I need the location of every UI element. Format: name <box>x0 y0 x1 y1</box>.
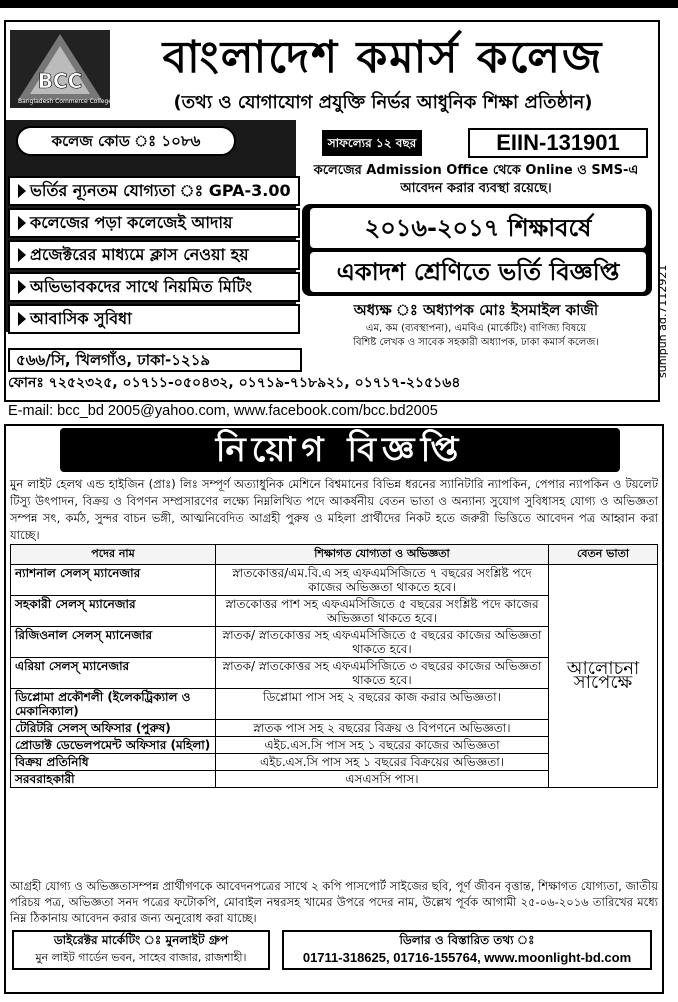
qualification-cell: এইচ.এস.সি পাস সহ ১ বছরের বিক্রয়ের অভিজ্ঞতা। <box>216 754 549 771</box>
principal-qualification: এম, কম (ব্যবস্থাপনা), এমবিএ (মার্কেটিং) বাণিজ্য বিষয়ে বিশিষ্ট লেখক ও সাবেক সহকারী অধ্যাপক, ঢাকা কমার্স কলেজ। <box>353 323 599 348</box>
qualification-cell: ডিপ্লোমা পাস সহ ২ বছরের কাজ করার অভিজ্ঞতা। <box>216 689 549 720</box>
qualification-cell: স্নাতকোত্তর পাশ সহ এফএমসিজিতে ৫ বছরের সংশ্লিষ্ট পদে কাজের অভিজ্ঞতা থাকতে হবে। <box>216 596 549 627</box>
arrow-icon <box>18 184 26 198</box>
arrow-icon <box>18 312 26 326</box>
header-position: পদের নাম <box>11 545 216 565</box>
position-cell: সহকারী সেলস্ ম্যানেজার <box>11 596 216 627</box>
college-code: কলেজ কোড ঃ ১০৮৬ <box>16 126 236 156</box>
feature-item: ভর্তির ন্যূনতম যোগ্যতা ঃ GPA-3.00 <box>8 176 300 206</box>
college-subtitle: (তথ্য ও যোগাযোগ প্রযুক্তি নির্ভর আধুনিক শিক্ষা প্রতিষ্ঠান) <box>173 92 593 113</box>
header-salary: বেতন ভাতা <box>549 545 658 565</box>
header-qualification: শিক্ষাগত যোগ্যতা ও অভিজ্ঞতা <box>216 545 549 565</box>
bcc-logo <box>10 30 110 108</box>
position-cell: এরিয়া সেলস্ ম্যানেজার <box>11 658 216 689</box>
table-row <box>11 565 658 596</box>
position-cell: রিজিওনাল সেলস্ ম্যানেজার <box>11 627 216 658</box>
admission-notice: কলেজের Admission Office থেকে Online ও SMS-এ আবেদন করার ব্যবস্থা রয়েছে। <box>313 163 639 196</box>
ad-code <box>652 240 672 380</box>
jobs-table <box>10 544 658 788</box>
director-title: ডাইরেক্টর মার্কেটিং ঃ মুনলাইট গ্রুপ <box>53 933 229 947</box>
qualification-cell: স্নাতক/ স্নাতকোত্তর সহ এফএমসিজিতে ৩ বছরের কাজের অভিজ্ঞতা থাকতে হবে। <box>216 658 549 689</box>
job-banner-title: নিয়োগ বিজ্ঞপ্তি <box>215 430 465 470</box>
eiin-number: EIIN-131901 <box>468 128 648 158</box>
feature-item: অভিভাবকদের সাথে নিয়মিত মিটিং <box>8 272 300 302</box>
qualification-cell: এসএসসি পাস। <box>216 771 549 788</box>
logo-text: BCC <box>37 69 83 93</box>
application-instructions: আগ্রহী যোগ্য ও অভিজ্ঞতাসম্পন্ন প্রার্থীগণকে আবেদনপত্রের সাথে ২ কপি পাসপোর্ট সাইজের ছবি, পূর্ণ জীবন বৃত্তান্ত, শিক্ষাগত যোগ্যতা, জাতীয় পরিচয় পত্র, অভিজ্ঞতা সনদ পত্রের ফটোকপি, মোবাইল নম্বরসহ খামের উপরে পদের নাম, উল্লেখ পূর্বক আগামী ২৫-০৬-২০১৬ তারিখের মধ্যে নিম্ন ঠিকানায় আবেদন করার জন্য অনুরোধ করা যাচ্ছে। <box>10 879 658 925</box>
salary-cell: আলোচনা সাপেক্ষে <box>549 565 658 788</box>
arrow-icon <box>18 216 26 230</box>
logo-caption: Bangladesh Commerce College <box>18 98 112 105</box>
position-cell: সরবরাহকারী <box>11 771 216 788</box>
job-intro: মুন লাইট হেলথ এন্ড হাইজিন (প্রাঃ) লিঃ সম্পূর্ণ অত্যাধুনিক মেশিনে বিশ্বমানের বিভিন্ন ধরনের স্যানিটারি ন্যাপকিন, পেপার ন্যাপকিন ও টয়লেট টিস্যু উৎপাদন, বিক্রয় ও বিপণন সম্প্রসারণের লক্ষ্যে নিম্নলিখিত পদে আকর্ষনীয় বেতন ভাতা ও অন্যান্য সুযোগ সুবিধাসহ যোগ্য ও অভিজ্ঞতা সম্পন্ন সৎ, কর্মঠ, সুন্দর বাচন ভঙ্গী, আত্মনিবেদিত আগ্রহী পুরুষ ও মহিলা প্রার্থীদের নিকট হতে জরুরী ভিত্তিতে আবেদন পত্র আহ্বান করা যাচ্ছে। <box>10 477 658 542</box>
qualification-cell: স্নাতক/ স্নাতকোত্তর সহ এফএমসিজিতে ৫ বছরের কাজের অভিজ্ঞতা থাকতে হবে। <box>216 627 549 658</box>
college-address: ৫৬৬/সি, খিলগাঁও, ঢাকা-১২১৯ <box>8 348 302 372</box>
arrow-icon <box>18 280 26 294</box>
college-phone: ফোনঃ ৭২৫২৩২৫, ০১৭১১-০৫০৪৩২, ০১৭১৯-৭১৮৯২১, ০১৭১৭-২১৫১৬৪ <box>8 375 461 391</box>
table-header-row <box>11 545 658 565</box>
dealer-title: ডিলার ও বিস্তারিত তথ্য ঃ <box>399 933 535 947</box>
college-title: বাংলাদেশ কমার্স কলেজ <box>118 26 648 90</box>
position-cell: ডিপ্লোমা প্রকৌশলী (ইলেকট্রিক্যাল ও মেকানিক্যাল) <box>11 689 216 720</box>
svg-text:sunipun ad.7112921: sunipun ad.7112921 <box>656 264 669 378</box>
position-cell: টেরিটরি সেলস্ অফিসার (পুরুষ) <box>11 720 216 737</box>
arrow-icon <box>18 248 26 262</box>
dealer-contact: 01711-318625, 01716-155764, www.moonlight-bd.com <box>302 950 632 965</box>
feature-item: আবাসিক সুবিধা <box>8 304 300 334</box>
position-cell: বিক্রয় প্রতিনিধি <box>11 754 216 771</box>
principal-name: অধ্যক্ষ ঃ অধ্যাপক মোঃ ইসমাইল কাজী <box>353 301 599 319</box>
director-address: মুন লাইট গার্ডেন ভবন, সাহেব বাজার, রাজশাহী। <box>35 951 247 964</box>
top-rule <box>0 0 678 8</box>
session-line-2: একাদশ শ্রেণিতে ভর্তি বিজ্ঞপ্তি <box>310 252 646 292</box>
qualification-cell: এইচ.এস.সি পাস সহ ১ বছরের কাজের অভিজ্ঞতা <box>216 737 549 754</box>
feature-item: প্রজেক্টরের মাধ্যমে ক্লাস নেওয়া হয় <box>8 240 300 270</box>
qualification-cell: স্নাতকোত্তর/এম.বি.এ সহ এফএমসিজিতে ৭ বছরের সংশ্লিষ্ট পদে কাজের অভিজ্ঞতা থাকতে হবে। <box>216 565 549 596</box>
session-line-1: ২০১৬-২০১৭ শিক্ষাবর্ষে <box>310 208 646 248</box>
feature-item: কলেজের পড়া কলেজেই আদায় <box>8 208 300 238</box>
college-email-web: E-mail: bcc_bd 2005@yahoo.com, www.facebook.com/bcc.bd2005 <box>8 403 438 419</box>
qualification-cell: স্নাতক পাস সহ ২ বছরের বিক্রয় ও বিপণনে অভিজ্ঞতা। <box>216 720 549 737</box>
success-years-badge: সাফল্যের ১২ বছর <box>322 130 422 156</box>
position-cell: প্রোডাক্ট ডেভেলপমেন্ট অফিসার (মহিলা) <box>11 737 216 754</box>
position-cell: ন্যাশনাল সেলস্ ম্যানেজার <box>11 565 216 596</box>
